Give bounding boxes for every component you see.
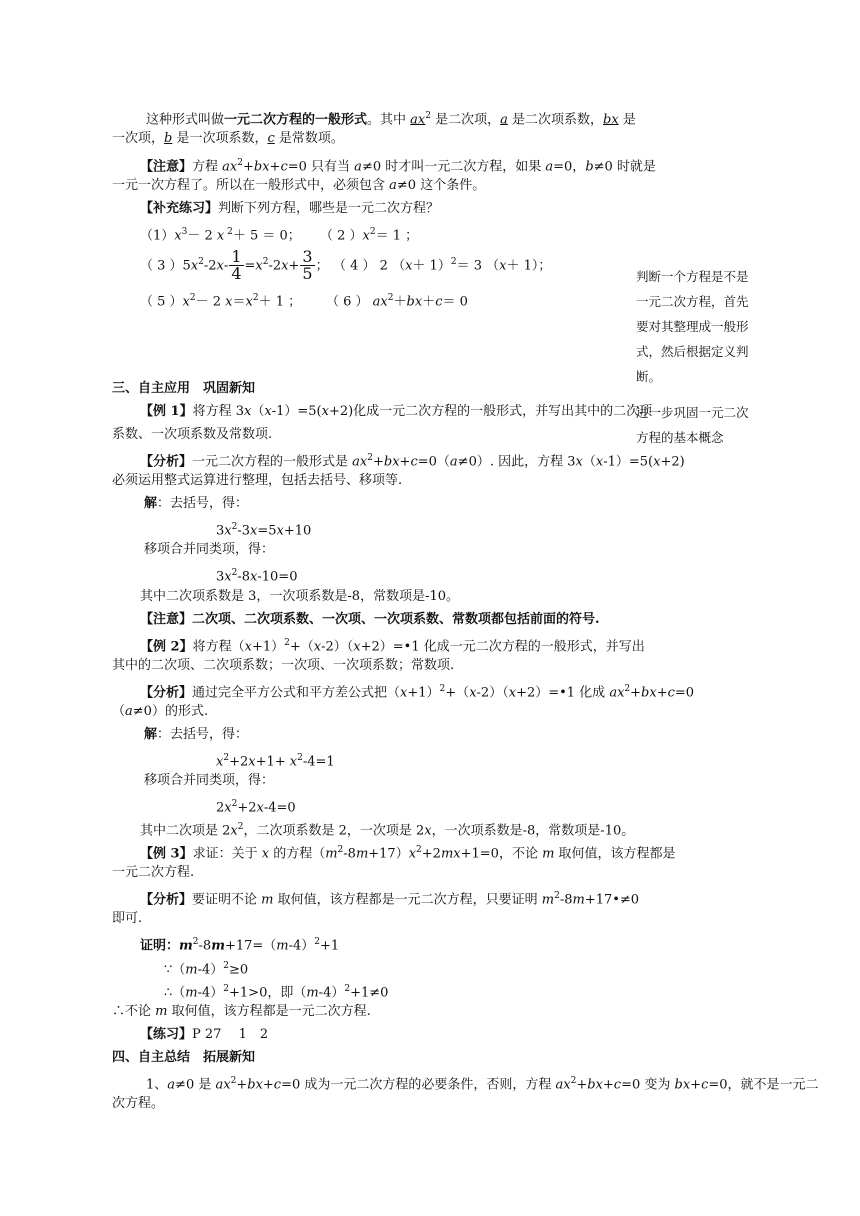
solution-line: 解：去括号，得： <box>144 496 249 511</box>
analysis-3-cont: 即可. <box>112 911 143 926</box>
summary-line: 1、a≠0 是 $ax^2+bx+c=0$ 成为一元二次方程的必要条件，否则，方程 $ax^2+bx+c=0$ 变为 bx+c=0，就不是一元二 <box>146 1076 819 1093</box>
side-note-1: 判断一个方程是不是一元二次方程，首先要对其整理成一般形式，然后根据定义判断。 <box>636 269 749 384</box>
analysis-2-cont: （a≠0）的形式. <box>112 704 209 719</box>
fraction: $\frac{1}{4}$ <box>231 247 242 284</box>
section-heading: 四、自主总结 拓展新知 <box>112 1050 256 1065</box>
exercise-heading: 【补充练习】判断下列方程，哪些是一元二次方程？ <box>140 201 440 216</box>
proof-line: ∴不论 m 取何值，该方程都是一元二次方程. <box>112 1004 371 1019</box>
note-line: 【注意】方程 $ax^2+bx+c=0$ 只有当 a≠0 时才叫一元二次方程，如果 a=0，b≠0 时就是 <box>140 158 656 175</box>
example-1: 【例 1】将方程 3x（x-1）=5(x+2)化成一元二次方程的一般形式，并写出其中的二次项 <box>140 404 653 419</box>
exercise-item-5: （ 5 ）$x^2- 2$ $x=x^2+ 1$ ； <box>140 293 302 310</box>
exercise-item-3: （ 3 ）$5x^2-2x-$ $\frac{1}{4}$ $=x^2-2x+$ $\frac{3}{5}$ ； <box>140 247 329 284</box>
solution-line: 解：去括号，得： <box>144 727 249 742</box>
side-note-2: 进一步巩固一元二次方程的基本概念 <box>636 405 749 445</box>
text-line: 一次项，b 是一次项系数，c 是常数项。 <box>112 131 344 146</box>
fraction: $\frac{3}{5}$ <box>302 247 313 284</box>
exercise-item-6: （ 6 ） $ax^2+bx+c= 0$ <box>326 293 468 310</box>
example-2-cont: 其中的二次项、二次项系数；一次项、一次项系数；常数项. <box>112 658 455 673</box>
proof-line: $\because(m-4)^2\ge 0$ <box>164 961 249 978</box>
example-3: 【例 3】求证：关于 x 的方程$(m^2-8m+17)x^2+2mx+1=0$，不论 m 取何值，该方程都是 <box>140 845 676 862</box>
solution-line: 移项合并同类项，得： <box>144 542 275 557</box>
analysis-3: 【分析】要证明不论 m 取何值，该方程都是一元二次方程，只要证明 $m^2-8m+17•\ne 0$ <box>140 891 640 908</box>
example-2: 【例 2】将方程$(x+1)^2+(x-2)(x+2)=•1$ 化成一元二次方程的一般形式，并写出 <box>140 638 645 655</box>
analysis-2: 【分析】通过完全平方公式和平方差公式把$(x+1)^2+(x-2)(x+2)=•1$ 化成 $ax^2+bx+c=0$ <box>140 684 695 701</box>
equation: $3x^2-3x=5x+10$ <box>216 522 312 539</box>
solution-line: 其中二次项系数是 3，一次项系数是-8，常数项是-10。 <box>140 589 460 604</box>
note-line: 【注意】二次项、二次项系数、一次项、一次项系数、常数项都包括前面的符号. <box>140 612 600 627</box>
exercise-item-4: （ 4 ） 2 $(x+ 1)^2= 3$ （x＋ 1）； <box>333 257 552 274</box>
exercise-item-2: （ 2 ）$x^2= 1$ ； <box>320 227 419 244</box>
example-1-cont: 系数、一次项系数及常数项. <box>112 427 273 442</box>
equation: $3x^2-8x-10=0$ <box>216 568 298 585</box>
proof-line: 证明：$m^2-8m+17=(m-4)^2+1$ <box>140 937 340 954</box>
text-line: 这种形式叫做一元二次方程的一般形式。其中 $ax^2$ 是二次项，a 是二次项系数，bx 是 <box>146 111 636 128</box>
exercise-item-1: $(1)x^3- 2$ x $^2$＋ 5 ＝ 0； <box>140 227 301 244</box>
example-3-cont: 一元二次方程. <box>112 865 195 880</box>
section-heading: 三、自主应用 巩固新知 <box>112 381 256 396</box>
proof-line: $\therefore(m-4)^2+1>0$，即$(m-4)^2+1\ne 0$ <box>164 984 389 1001</box>
solution-line: 移项合并同类项，得： <box>144 773 275 788</box>
equation: $2x^2+2x-4=0$ <box>216 799 296 816</box>
analysis-1: 【分析】一元二次方程的一般形式是 $ax^2+bx+c=0(a\ne 0)$. 因此，方程 3x（x-1）=5(x+2) <box>140 453 685 470</box>
summary-line-cont: 次方程。 <box>112 1096 165 1111</box>
practice-line: 【练习】P 27 1 2 <box>140 1027 269 1042</box>
analysis-1-cont: 必须运用整式运算进行整理，包括去括号、移项等. <box>112 473 403 488</box>
text-line: 一元一次方程了。所以在一般形式中，必须包含 a≠0 这个条件。 <box>112 178 486 193</box>
solution-line: 其中二次项是 $2x^2$，二次项系数是 2，一次项是 2x，一次项系数是-8，常数项是-10。 <box>140 822 635 839</box>
equation: $x^2+2x+1+ x^2-4=1$ <box>216 753 335 770</box>
